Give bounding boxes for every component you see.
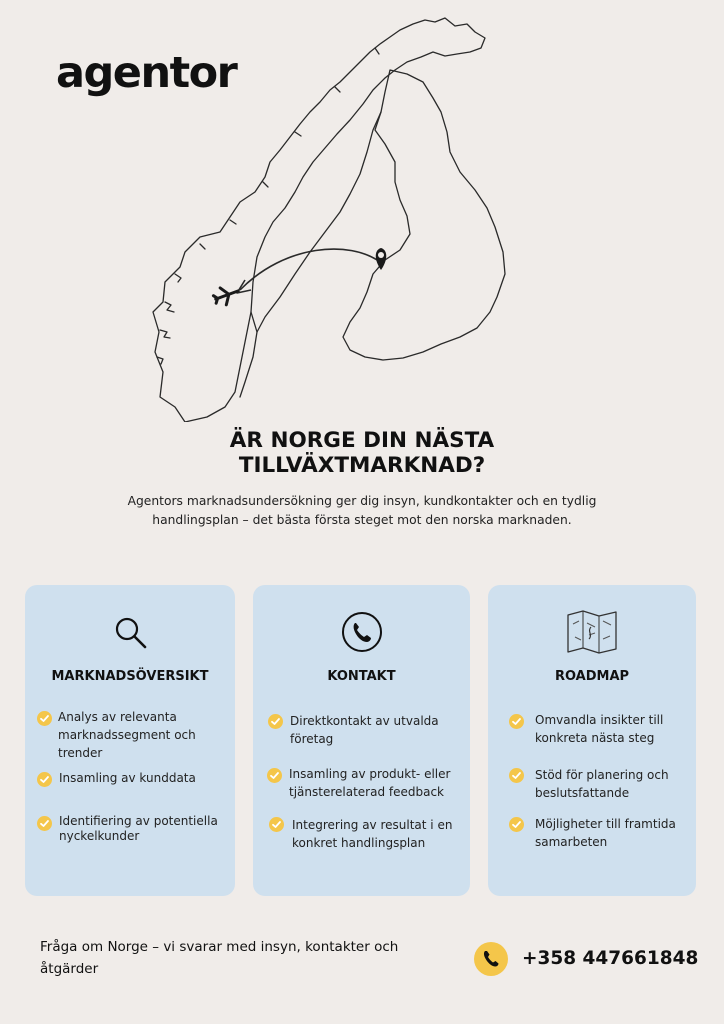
title-line-2: TILLVÄXTMARKNAD? <box>238 453 486 478</box>
check-icon <box>509 714 524 729</box>
bullet-item: Integrering av resultat i en konkret handlingsplan <box>292 818 453 850</box>
magnifier-icon <box>113 615 149 651</box>
card-title: ROADMAP <box>554 669 630 684</box>
card-title: KONTAKT <box>327 669 396 684</box>
route-arrow <box>240 249 380 290</box>
nordic-map-illustration <box>145 12 515 422</box>
location-pin-icon <box>376 248 387 270</box>
agentor-logo: agentor <box>56 48 237 98</box>
finland-outline <box>343 70 505 360</box>
check-icon <box>37 772 52 787</box>
check-icon <box>37 816 52 831</box>
phone-circle-icon <box>341 611 383 653</box>
page-title <box>0 428 724 478</box>
footer-tagline: Fråga om Norge – vi svarar med insyn, kontakter och åtgärder <box>40 939 399 977</box>
bullet-item: Insamling av kunddata <box>59 771 196 785</box>
card-roadmap <box>488 585 696 896</box>
card-title: MARKNADSÖVERSIKT <box>51 669 209 684</box>
check-icon <box>268 714 283 729</box>
bullet-item: Omvandla insikter till konkreta nästa steg <box>535 713 664 745</box>
bullet-item: Identifiering av potentiella nyckelkunder <box>59 814 218 843</box>
check-icon <box>509 768 524 783</box>
title-line-1: ÄR NORGE DIN NÄSTA <box>229 428 495 453</box>
intro-text: Agentors marknadsundersökning ger dig insyn, kundkontakter och en tydlig handlingsplan – det bästa första steget mot den norska marknaden. <box>127 494 597 527</box>
check-icon <box>269 817 284 832</box>
check-icon <box>267 768 282 783</box>
bullet-item: Analys av relevanta marknadssegment och trender <box>58 710 196 760</box>
card-marknadsoversikt <box>25 585 235 896</box>
bullet-item: Stöd för planering och beslutsfattande <box>535 768 669 800</box>
phone-number[interactable]: +358 447661848 <box>522 948 699 969</box>
bullet-item: Direktkontakt av utvalda företag <box>290 714 439 746</box>
airplane-icon <box>212 282 242 307</box>
bullet-item: Insamling av produkt- eller tjänsterelaterad feedback <box>289 767 451 799</box>
folded-map-icon <box>565 609 619 655</box>
check-icon <box>509 817 524 832</box>
norway-outline <box>153 18 485 422</box>
bullet-item: Möjligheter till framtida samarbeten <box>535 817 676 849</box>
check-icon <box>37 711 52 726</box>
phone-icon[interactable] <box>474 942 508 976</box>
card-kontakt <box>253 585 470 896</box>
